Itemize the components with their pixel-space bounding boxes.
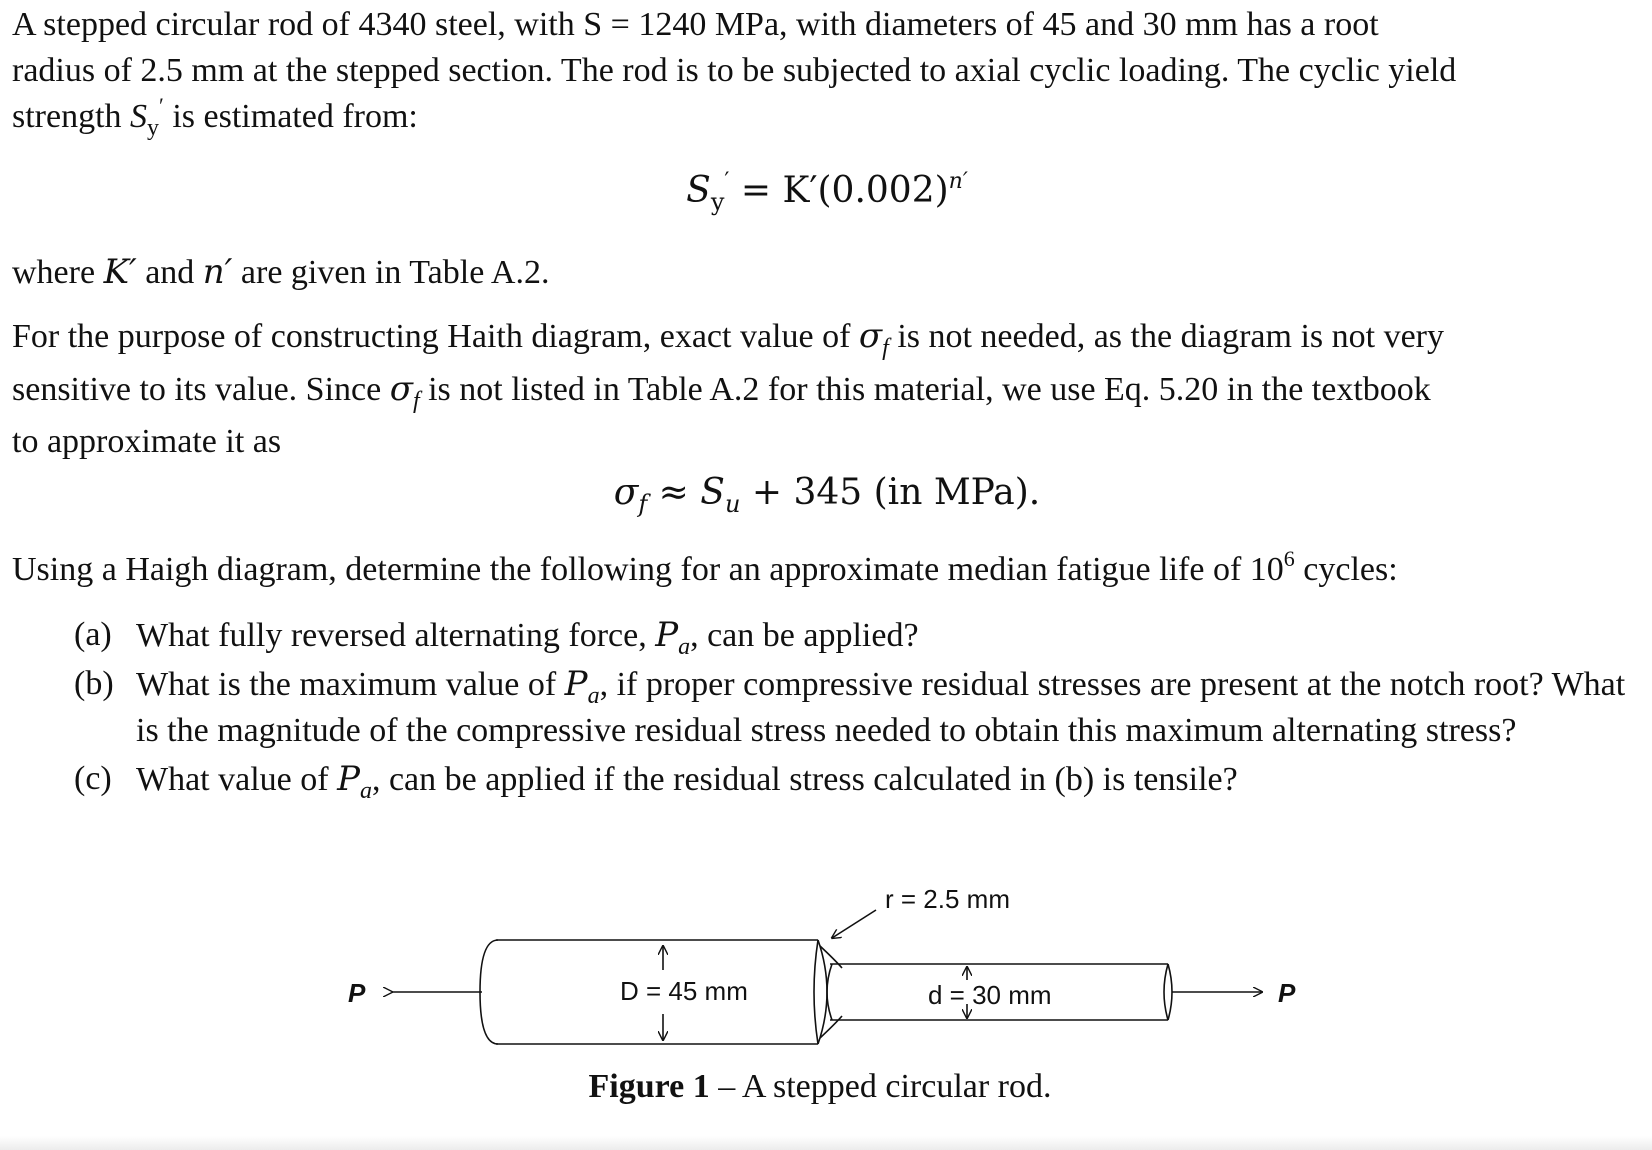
eq1-exponent: n′ [948, 169, 968, 194]
p3-text-d: is not listed in Table A.2 for this material, we use Eq. 5.20 in the textbook [419, 371, 1431, 408]
caption-bold: Figure 1 [588, 1068, 710, 1105]
p3-text-a: For the purpose of constructing Haith diagram, exact value of [12, 318, 859, 355]
p4-exponent: 6 [1283, 546, 1295, 571]
where-paragraph [12, 249, 549, 296]
radius-label: r = 2.5 mm [885, 884, 1010, 914]
p3-text-e: to approximate it as [12, 423, 282, 460]
question-b-post: , if proper compressive residual stresses are present at the notch root? What is the magnitude of the compressive residual stress needed to obtain this maximum alternating stress? [136, 666, 1626, 749]
intro-line-3-pre: strength [12, 98, 131, 135]
question-item-a: (a) What fully reversed alternating force, $P_a$, can be applied? [74, 612, 1634, 659]
eq2-mid: ≈ [647, 472, 701, 513]
eq1-rhs: = K′(0.002) [729, 170, 949, 211]
question-label-c: (c) [74, 760, 112, 797]
D-label: D = 45 mm [620, 976, 748, 1006]
question-b-pre: What is the maximum value of [136, 666, 565, 703]
bottom-edge [0, 1136, 1652, 1150]
p3-text-c: sensitive to its value. Since [12, 371, 390, 408]
intro-line-3-post: is estimated from: [163, 98, 418, 135]
question-list [74, 612, 1634, 805]
where-text-b: and [136, 254, 203, 291]
haigh-question [12, 547, 1398, 593]
intro-line-2: radius of 2.5 mm at the stepped section. The rod is to be subjected to axial cyclic loading. The cyclic yield [12, 52, 1457, 89]
p4-post: cycles: [1294, 551, 1398, 588]
large-section [480, 940, 498, 1044]
haith-paragraph: For the purpose of constructing Haith diagram, exact value of $\sigma_f$ is not needed, as the diagram is not very sensitive to its value. Since $\sigma_f$ is not listed in Table A.2 for this material, we use Eq. 5.20 in the textbook to approximate it as [12, 316, 1445, 460]
question-a-post: , can be applied? [690, 617, 919, 654]
question-c-pre: What value of [136, 761, 338, 798]
question-a-pre: What fully reversed alternating force, [136, 617, 656, 654]
n-prime: n′ [202, 252, 233, 292]
question-c-post: , can be applied if the residual stress calculated in (b) is tensile? [371, 761, 1238, 798]
k-prime: K′ [103, 252, 137, 292]
d-label: d = 30 mm [928, 980, 1052, 1010]
question-label-a: (a) [74, 616, 112, 653]
where-text-a: where [12, 254, 104, 291]
where-text-c: are given in Table A.2. [232, 254, 550, 291]
p3-text-b: is not needed, as the diagram is not very [888, 318, 1445, 355]
caption-rest: – A stepped circular rod. [709, 1068, 1052, 1105]
intro-paragraph: A stepped circular rod of 4340 steel, with S = 1240 MPa, with diameters of 45 and 30 mm has a root radius of 2.5 mm at the stepped section. The rod is to be subjected to axial cyclic loading. The cyclic yield strength $S_y'$ is estimated from: [12, 6, 1457, 141]
radius-leader [832, 910, 876, 938]
p4-pre: Using a Haigh diagram, determine the following for an approximate median fatigue life of 10 [12, 551, 1284, 588]
sigma-f-equation: $\sigma_f \approx S_u + 345$ (in MPa). [613, 472, 1041, 518]
intro-line-1: A stepped circular rod of 4340 steel, with S = 1240 MPa, with diameters of 45 and 30 mm has a root [12, 6, 1379, 43]
question-label-b: (b) [74, 665, 114, 702]
question-item-c: (c) What value of $P_a$, can be applied if the residual stress calculated in (b) is tensile? [74, 756, 1634, 803]
load-label-right: P [1278, 978, 1296, 1008]
eq2-post: + 345 (in MPa). [740, 472, 1041, 513]
load-label-left: P [348, 978, 366, 1008]
stepped-rod-figure [0, 868, 1652, 1068]
cyclic-yield-equation: $S_y' = K'(0.002)^{n'}$ [686, 169, 968, 216]
figure-caption [0, 1068, 1640, 1106]
question-item-b: (b) What is the maximum value of $P_a$, if proper compressive residual stresses are present at the notch root? What is the magnitude of the compressive residual stress needed to obtain this maximum alternating stress? [74, 661, 1634, 754]
